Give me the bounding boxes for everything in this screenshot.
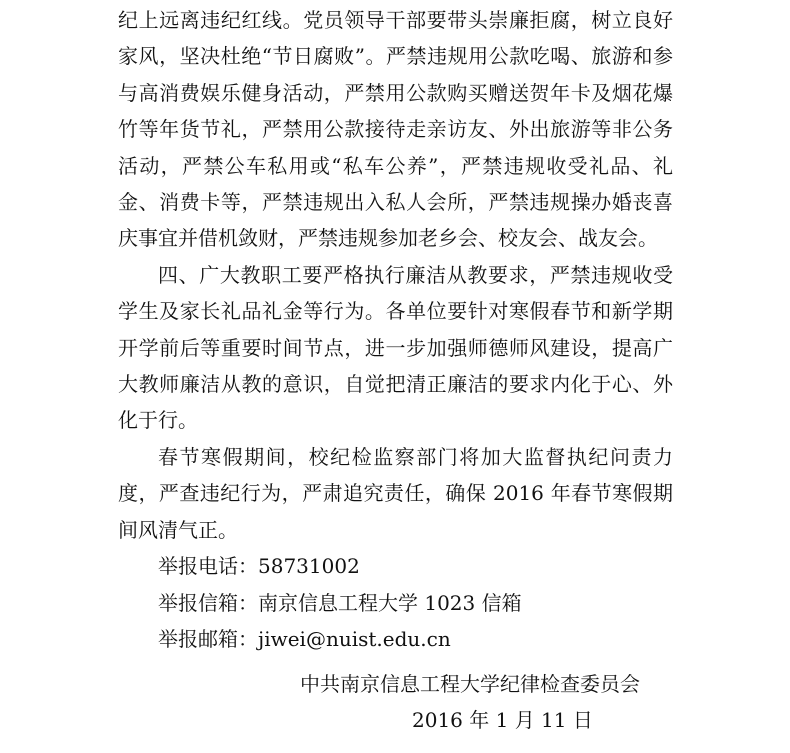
report-email-value: jiwei@nuist.edu.cn xyxy=(258,626,451,651)
report-mailbox-value: 南京信息工程大学 1023 信箱 xyxy=(258,590,522,615)
paragraph-discipline-rules: 纪上远离违纪红线。党员领导干部要带头崇廉拒腐，树立良好家风，坚决杜绝“节日腐败”。严禁违规用公款吃喝、旅游和参与高消费娱乐健身活动，严禁用公款购买赠送贺年卡及烟花爆竹等年货节礼，严禁用公款接待走亲访友、外出旅游等非公务活动，严禁公车私用或“私车公养”，严禁违规收受礼品、礼金、消费卡等，严禁违规出入私人会所，严禁违规操办婚丧喜庆事宜并借机敛财，严禁违规参加老乡会、校友会、战友会。 xyxy=(118,8,673,251)
signature-block xyxy=(300,666,680,739)
paragraph-teacher-integrity: 四、广大教职工要严格执行廉洁从教要求，严禁违规收受学生及家长礼品礼金等行为。各单位要针对寒假春节和新学期开学前后等重要时间节点，进一步加强师德师风建设，提高广大教师廉洁从教的意识，自觉把清正廉洁的要求内化于心、外化于行。 xyxy=(118,262,673,433)
document-body xyxy=(118,2,673,657)
report-email-label: 举报邮箱： xyxy=(158,626,258,651)
report-phone-label: 举报电话： xyxy=(158,554,258,579)
report-phone-value: 58731002 xyxy=(258,554,360,579)
signature-date: 2016 年 1 月 11 日 xyxy=(412,708,593,733)
report-email xyxy=(118,621,673,657)
report-mailbox-label: 举报信箱： xyxy=(158,590,258,615)
paragraph-supervision: 春节寒假期间，校纪检监察部门将加大监督执纪问责力度，严查违纪行为，严肃追究责任，确保 2016 年春节寒假期间风清气正。 xyxy=(118,444,673,542)
report-phone xyxy=(118,548,673,584)
signature-organization: 中共南京信息工程大学纪律检查委员会 xyxy=(300,672,640,696)
report-mailbox xyxy=(118,585,673,621)
